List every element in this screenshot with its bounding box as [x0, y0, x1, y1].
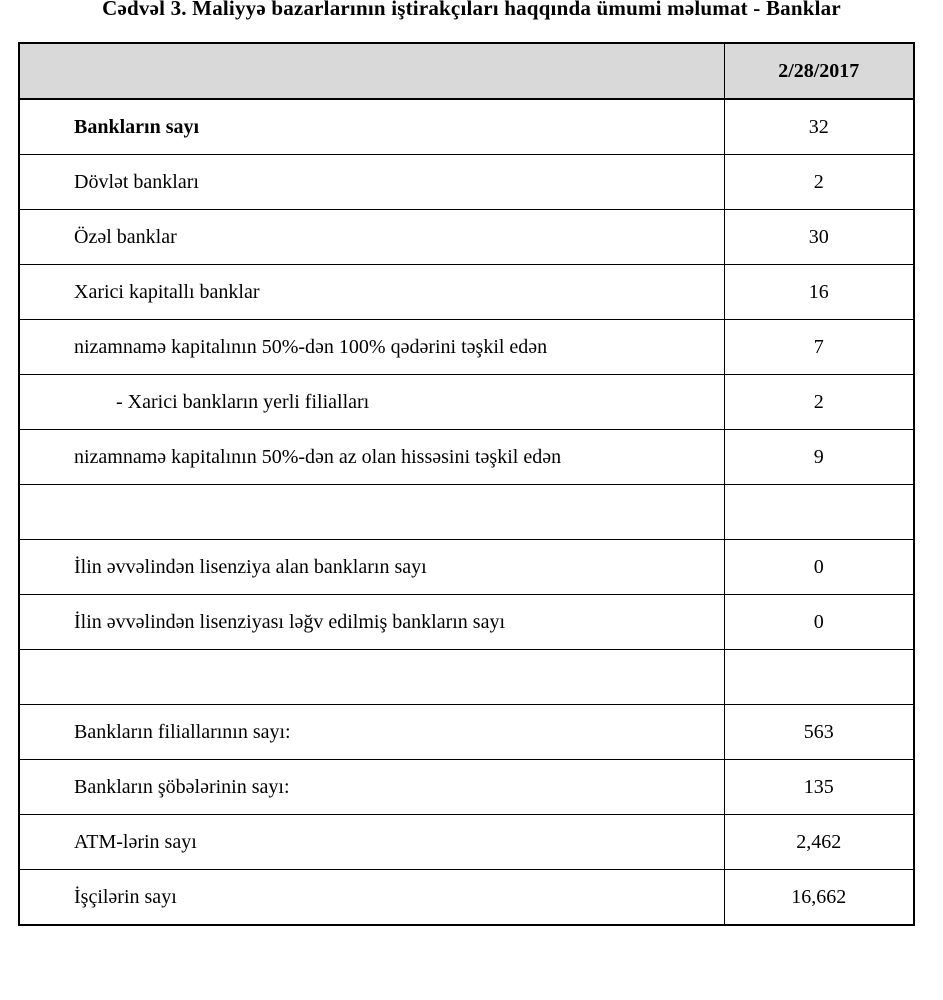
table-row [19, 650, 914, 705]
table-row [19, 540, 914, 595]
banks-table [18, 42, 915, 926]
row-value [724, 485, 914, 540]
table-row [19, 155, 914, 210]
row-label: - Xarici bankların yerli filialları [19, 375, 724, 430]
table-row [19, 485, 914, 540]
table-body [19, 99, 914, 925]
row-value: 2,462 [724, 815, 914, 870]
row-value: 563 [724, 705, 914, 760]
header-row [19, 43, 914, 99]
table-row [19, 595, 914, 650]
row-label: Bankların filiallarının sayı: [19, 705, 724, 760]
table-row [19, 430, 914, 485]
row-value: 9 [724, 430, 914, 485]
table-row [19, 815, 914, 870]
table-row [19, 705, 914, 760]
row-value: 0 [724, 595, 914, 650]
table-row [19, 375, 914, 430]
row-label: Bankların şöbələrinin sayı: [19, 760, 724, 815]
table-title: Cədvəl 3. Maliyyə bazarlarının iştirakçıları haqqında ümumi məlumat - Banklar [102, 0, 841, 20]
header-date-cell: 2/28/2017 [724, 43, 914, 99]
row-value: 32 [724, 99, 914, 155]
row-value [724, 650, 914, 705]
row-label [19, 485, 724, 540]
row-value: 135 [724, 760, 914, 815]
table-row [19, 99, 914, 155]
row-value: 16,662 [724, 870, 914, 926]
row-label: Xarici kapitallı banklar [19, 265, 724, 320]
table-row [19, 265, 914, 320]
row-value: 2 [724, 155, 914, 210]
table-row [19, 760, 914, 815]
row-value: 30 [724, 210, 914, 265]
row-value: 2 [724, 375, 914, 430]
table-row [19, 870, 914, 926]
row-label: nizamnamə kapitalının 50%-dən 100% qədərini təşkil edən [19, 320, 724, 375]
row-label: Dövlət bankları [19, 155, 724, 210]
row-label: Özəl banklar [19, 210, 724, 265]
row-label: İlin əvvəlindən lisenziya alan bankların sayı [19, 540, 724, 595]
row-value: 0 [724, 540, 914, 595]
row-label: ATM-lərin sayı [19, 815, 724, 870]
row-label [19, 650, 724, 705]
row-value: 7 [724, 320, 914, 375]
row-label: nizamnamə kapitalının 50%-dən az olan hissəsini təşkil edən [19, 430, 724, 485]
table-row [19, 320, 914, 375]
row-value: 16 [724, 265, 914, 320]
row-label: İlin əvvəlindən lisenziyası ləğv edilmiş bankların sayı [19, 595, 724, 650]
row-label: İşçilərin sayı [19, 870, 724, 926]
row-label: Bankların sayı [19, 99, 724, 155]
header-empty-cell [19, 43, 724, 99]
table-row [19, 210, 914, 265]
